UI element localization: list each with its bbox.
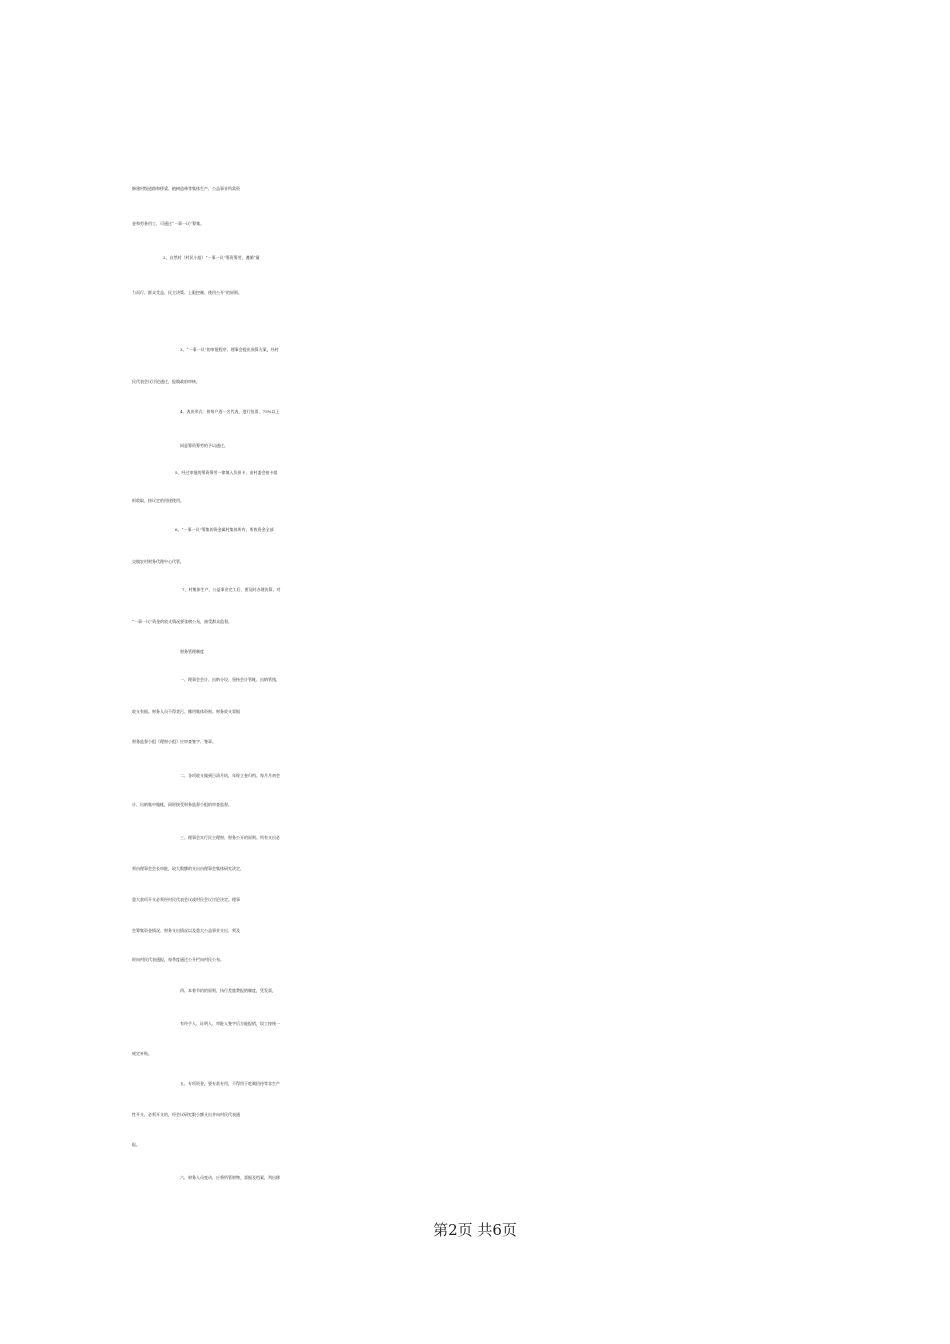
text-line: 同意筹资筹劳的予以通过。: [180, 443, 228, 448]
text-line: 规定补贴。: [132, 1051, 152, 1056]
text-line: 织收取，按议定的用途使用。: [132, 498, 184, 503]
text-line: 时向村民代表通报，每季度通过公开栏向村民公布。: [132, 957, 224, 962]
text-line: 计、出纳集中做帐，同时接受财务监督小组的审查监督。: [132, 802, 232, 807]
text-line: 六、财务人员变动，应将所管财物、票据及档案，列出移: [180, 1175, 280, 1180]
text-line: 须由理事会会长审批，较大数额的支出由理事会集体研究决定，: [132, 866, 244, 871]
text-line: 一、理事会会计、出纳分设，坚持会计管帐、出纳管钱，: [180, 677, 280, 682]
text-line: 五、专项资金，要专款专用，不得用于吃喝招待等非生产: [180, 1081, 280, 1086]
text-line: 性开支，必须开支的，经会议研究限小额支出并向村民代表通: [132, 1112, 240, 1117]
text-line: 收支有据。财务人员不得贪污、挪用集体资财。财务收支票据: [132, 709, 240, 714]
text-line: 会筹集资金情况、财务支出情况以及重大公益事业支出，须及: [132, 928, 240, 933]
text-line: 7、村集体生产、公益事业完工后，要及时办理决算，对: [182, 587, 281, 592]
text-line: 修建村级道路和桥梁、植树造林等集体生产、公益事业所需资: [132, 186, 240, 191]
text-line: 财务监督小组（理财小组）应审查签字、签章。: [132, 739, 216, 744]
section-heading: 财务管理制度: [180, 649, 204, 654]
text-line: 三、理事会实行民主理财、财务公开的原则。所有支出必: [180, 835, 280, 840]
text-line: “一事一议”资金的收支情况要张榜公布，接受群众监督。: [132, 619, 233, 624]
text-line: 报。: [132, 1142, 140, 1147]
page-footer: 第2页 共6页: [433, 1221, 517, 1239]
text-line: 民代表会议讨论通过，报镇政府审核。: [132, 379, 200, 384]
text-line: 4、表决形式：按每户选一名代表，进行投票，75%以上: [180, 409, 280, 414]
text-line: 金和劳务用工，可通过“一事一议”筹集。: [132, 221, 205, 226]
text-line: 交镇农村财务代理中心代管。: [132, 559, 184, 564]
text-line: 有经手人、证明人、审批人签字后方能报销，误工按统一: [180, 1021, 280, 1026]
text-line: 力而行、群众受益、民主决策、上限控制、使用公开”的原则。: [132, 290, 243, 295]
text-line: 5、经过审批的筹资筹劳一律填入负担卡，由村委会按卡组: [175, 470, 278, 475]
text-line: 3、“一事一议”的审批程序。理事会提出预算方案，经村: [180, 347, 279, 352]
text-line: 四、本着节约的原则，执行差旅费报销制度，凭发票，: [180, 988, 276, 993]
text-line: 6、“一事一议”筹集的资金属村集体所有，所收资金全部: [175, 527, 274, 532]
text-line: 2、自然村（村民小组）“一事一议”筹资筹劳，遵循“量: [163, 255, 260, 260]
text-line: 重大款项开支必须经村民代表会议或村民会议讨论决定。理事: [132, 897, 240, 902]
text-line: 二、各项收支做到日清月结，年终立卷归档。每月月初会: [180, 773, 280, 778]
